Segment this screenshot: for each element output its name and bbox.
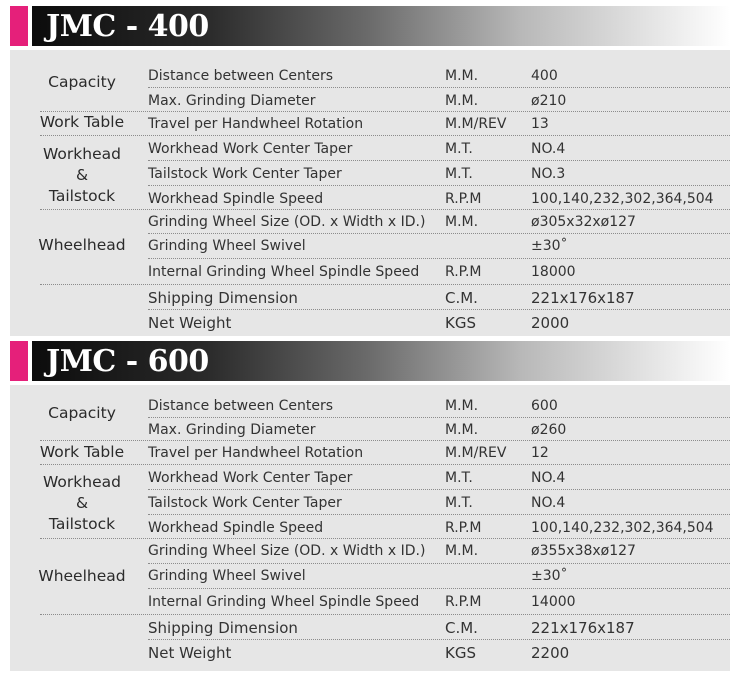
spec-description: Distance between Centers xyxy=(148,68,334,84)
spec-value: ø210 xyxy=(531,93,567,109)
category-work-table: Work Table xyxy=(39,443,125,461)
category-wheelhead: Wheelhead xyxy=(38,236,126,254)
spec-unit: M.T. xyxy=(445,141,473,157)
spec-unit: R.P.M xyxy=(445,264,482,280)
spec-unit: M.M. xyxy=(445,93,479,109)
spec-value: NO.4 xyxy=(531,141,566,157)
spec-row xyxy=(148,516,730,540)
spec-row xyxy=(148,418,730,442)
spec-row xyxy=(148,137,730,161)
spec-unit: C.M. xyxy=(445,619,478,637)
row-divider xyxy=(148,489,730,490)
spec-description: Workhead Spindle Speed xyxy=(148,520,324,536)
group-divider xyxy=(40,614,730,615)
spec-description: Workhead Work Center Taper xyxy=(148,470,353,486)
spec-row xyxy=(148,441,730,465)
spec-unit: R.P.M xyxy=(445,594,482,610)
spec-description: Internal Grinding Wheel Spindle Speed xyxy=(148,594,420,610)
spec-value: 13 xyxy=(531,116,549,132)
spec-row xyxy=(148,616,730,640)
spec-unit: M.M. xyxy=(445,398,479,414)
spec-row xyxy=(148,234,730,258)
category-ampersand: & xyxy=(75,494,89,512)
spec-unit: R.P.M xyxy=(445,520,482,536)
spec-description: Workhead Spindle Speed xyxy=(148,191,324,207)
spec-unit: M.M/REV xyxy=(445,116,507,132)
spec-value: 2000 xyxy=(531,314,570,332)
spec-row xyxy=(148,641,730,665)
row-divider xyxy=(148,87,730,88)
spec-description: Net Weight xyxy=(148,314,232,332)
spec-value: 221x176x187 xyxy=(531,619,635,637)
spec-value: ø260 xyxy=(531,422,567,438)
spec-unit: M.T. xyxy=(445,495,473,511)
row-divider xyxy=(148,588,730,589)
spec-table xyxy=(10,385,730,671)
spec-description: Travel per Handwheel Rotation xyxy=(148,445,364,461)
header-accent-mark xyxy=(10,6,28,46)
spec-description: Max. Grinding Diameter xyxy=(148,93,316,109)
spec-unit: M.M. xyxy=(445,68,479,84)
spec-value: ±30˚ xyxy=(531,568,568,584)
row-divider xyxy=(148,417,730,418)
spec-unit: C.M. xyxy=(445,289,478,307)
spec-section-jmc-400 xyxy=(0,6,742,336)
spec-row xyxy=(148,112,730,136)
spec-description: Tailstock Work Center Taper xyxy=(148,166,342,182)
spec-unit: KGS xyxy=(445,644,476,662)
spec-unit: KGS xyxy=(445,314,476,332)
spec-description: Max. Grinding Diameter xyxy=(148,422,316,438)
spec-row xyxy=(148,590,730,614)
spec-description: Tailstock Work Center Taper xyxy=(148,495,342,511)
group-divider xyxy=(40,209,730,210)
spec-unit: M.T. xyxy=(445,470,473,486)
row-divider xyxy=(148,258,730,259)
spec-description: Shipping Dimension xyxy=(148,619,298,637)
spec-value: NO.4 xyxy=(531,495,566,511)
category-tailstock: Tailstock xyxy=(48,187,116,205)
spec-unit: M.M. xyxy=(445,422,479,438)
spec-unit: R.P.M xyxy=(445,191,482,207)
spec-value: ø305x32xø127 xyxy=(531,214,636,230)
row-divider xyxy=(148,160,730,161)
spec-value: 14000 xyxy=(531,594,576,610)
category-tailstock: Tailstock xyxy=(48,515,116,533)
group-divider xyxy=(40,440,730,441)
spec-section-jmc-600 xyxy=(0,341,742,671)
model-title: JMC - 400 xyxy=(46,9,209,44)
category-ampersand: & xyxy=(75,166,89,184)
spec-value: 18000 xyxy=(531,264,576,280)
spec-row xyxy=(148,394,730,418)
category-capacity: Capacity xyxy=(48,404,116,422)
group-divider xyxy=(40,284,730,285)
spec-row xyxy=(148,162,730,186)
spec-description: Grinding Wheel Swivel xyxy=(148,238,306,254)
spec-description: Grinding Wheel Size (OD. x Width x ID.) xyxy=(148,543,426,559)
spec-row xyxy=(148,286,730,310)
category-workhead: Workhead xyxy=(43,473,121,491)
spec-unit: M.M. xyxy=(445,214,479,230)
category-wheelhead: Wheelhead xyxy=(38,567,126,585)
category-work-table: Work Table xyxy=(39,113,125,131)
spec-row xyxy=(148,89,730,113)
spec-value: 12 xyxy=(531,445,549,461)
spec-value: 600 xyxy=(531,398,558,414)
spec-description: Workhead Work Center Taper xyxy=(148,141,353,157)
spec-value: NO.4 xyxy=(531,470,566,486)
spec-description: Grinding Wheel Size (OD. x Width x ID.) xyxy=(148,214,426,230)
group-divider xyxy=(40,538,730,539)
spec-description: Internal Grinding Wheel Spindle Speed xyxy=(148,264,420,280)
row-divider xyxy=(148,563,730,564)
row-divider xyxy=(148,185,730,186)
spec-description: Travel per Handwheel Rotation xyxy=(148,116,364,132)
spec-value: NO.3 xyxy=(531,166,566,182)
spec-description: Grinding Wheel Swivel xyxy=(148,568,306,584)
spec-description: Net Weight xyxy=(148,644,232,662)
section-header xyxy=(10,341,730,381)
row-divider xyxy=(148,639,730,640)
category-workhead: Workhead xyxy=(43,145,121,163)
section-header xyxy=(10,6,730,46)
spec-row xyxy=(148,260,730,284)
row-divider xyxy=(148,233,730,234)
spec-row xyxy=(148,210,730,234)
header-accent-mark xyxy=(10,341,28,381)
spec-description: Shipping Dimension xyxy=(148,289,298,307)
spec-value: 100,140,232,302,364,504 xyxy=(531,191,714,207)
spec-value: 221x176x187 xyxy=(531,289,635,307)
spec-unit: M.M/REV xyxy=(445,445,507,461)
spec-value: 100,140,232,302,364,504 xyxy=(531,520,714,536)
group-divider xyxy=(40,111,730,112)
group-divider xyxy=(40,464,730,465)
row-divider xyxy=(148,514,730,515)
spec-row xyxy=(148,466,730,490)
spec-unit: M.M. xyxy=(445,543,479,559)
spec-value: 2200 xyxy=(531,644,570,662)
spec-row xyxy=(148,64,730,88)
spec-description: Distance between Centers xyxy=(148,398,334,414)
spec-row xyxy=(148,564,730,588)
spec-table xyxy=(10,50,730,336)
model-title: JMC - 600 xyxy=(46,344,209,379)
spec-row xyxy=(148,311,730,335)
spec-unit: M.T. xyxy=(445,166,473,182)
spec-value: 400 xyxy=(531,68,558,84)
category-capacity: Capacity xyxy=(48,73,116,91)
row-divider xyxy=(148,309,730,310)
spec-row xyxy=(148,187,730,211)
spec-row xyxy=(148,491,730,515)
spec-value: ±30˚ xyxy=(531,238,568,254)
group-divider xyxy=(40,135,730,136)
spec-value: ø355x38xø127 xyxy=(531,543,636,559)
spec-row xyxy=(148,539,730,563)
